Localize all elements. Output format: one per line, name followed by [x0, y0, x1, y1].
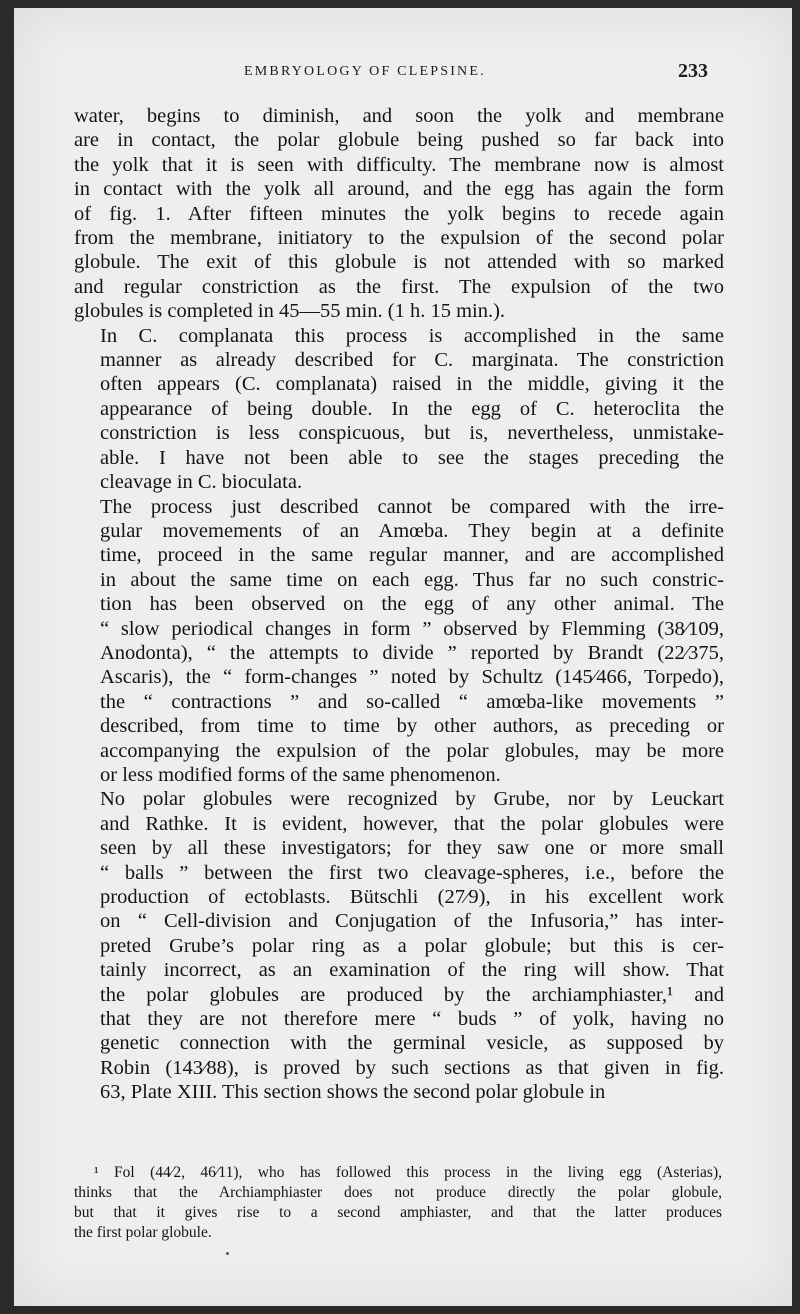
text-line: able. I have not been able to see the stages preceding the — [100, 446, 724, 469]
footnote-line: thinks that the Archiamphiaster does not produce directly the polar globule, — [74, 1184, 722, 1201]
text-line: The process just described cannot be compared with the irre- — [100, 495, 724, 518]
text-line: that they are not therefore mere “ buds ” of yolk, having no — [100, 1008, 724, 1031]
text-line: appearance of being double. In the egg of C. heteroclita the — [100, 397, 724, 420]
paragraph-3 — [74, 495, 724, 788]
text-line: or less modified forms of the same phenomenon. — [100, 763, 501, 786]
text-line: the polar globules are produced by the archiamphiaster,¹ and — [100, 983, 724, 1006]
text-line: No polar globules were recognized by Grube, nor by Leuckart — [100, 788, 724, 811]
text-line: “ slow periodical changes in form ” observed by Flemming (38⁄109, — [100, 617, 724, 640]
running-header — [14, 60, 792, 90]
text-line: often appears (C. complanata) raised in the middle, giving it the — [100, 373, 724, 396]
text-line: in contact with the yolk all around, and the egg has again the form — [74, 178, 724, 201]
text-line: water, begins to diminish, and soon the yolk and membrane — [74, 105, 724, 127]
text-line: gular movemements of an Amœba. They begin at a definite — [100, 519, 724, 542]
text-line: cleavage in C. bioculata. — [100, 471, 303, 494]
text-line: Anodonta), “ the attempts to divide ” reported by Brandt (22⁄375, — [100, 641, 724, 664]
text-line: “ balls ” between the first two cleavage-spheres, i.e., before the — [100, 861, 724, 884]
text-line: on “ Cell-division and Conjugation of the Infusoria,” has inter- — [100, 910, 724, 933]
text-line: production of ectoblasts. Bütschli (27⁄9), in his excellent work — [100, 886, 724, 908]
text-line: time, proceed in the same regular manner, and are accomplished — [100, 544, 724, 567]
text-line: tion has been observed on the egg of any other animal. The — [100, 593, 724, 616]
text-line: and regular constriction as the first. The expulsion of the two — [74, 275, 724, 298]
text-line: Ascaris), the “ form-changes ” noted by Schultz (145⁄466, Torpedo), — [100, 666, 724, 689]
text-line: and Rathke. It is evident, however, that the polar globules were — [100, 812, 724, 835]
text-line: described, from time to time by other authors, as preceding or — [100, 715, 724, 738]
running-title: EMBRYOLOGY OF CLEPSINE. — [244, 64, 486, 79]
text-line: of fig. 1. After fifteen minutes the yolk begins to recede again — [74, 202, 724, 225]
text-line: Robin (143⁄88), is proved by such sections as that given in fig. — [100, 1056, 724, 1079]
paragraph-4 — [74, 787, 724, 1104]
printer-mark — [226, 1252, 229, 1255]
text-line: tainly incorrect, as an examination of the ring will show. That — [100, 959, 724, 982]
text-line: globules is completed in 45—55 min. (1 h. 15 min.). — [74, 300, 506, 323]
text-line: the yolk that it is seen with difficulty. The membrane now is almost — [74, 153, 724, 176]
text-line: seen by all these investigators; for they saw one or more small — [100, 837, 724, 860]
text-line: preted Grube’s polar ring as a polar globule; but this is cer- — [100, 934, 724, 957]
footnote-line: but that it gives rise to a second amphiaster, and that the latter produces — [74, 1204, 722, 1221]
footnote — [74, 1163, 722, 1243]
paragraph-2 — [74, 324, 724, 495]
footnote-line: ¹ Fol (44⁄2, 46⁄11), who has followed this process in the living egg (Asterias), — [94, 1164, 722, 1181]
body-text — [74, 104, 724, 1105]
text-line: accompanying the expulsion of the polar globules, may be more — [100, 739, 724, 762]
text-line: globule. The exit of this globule is not attended with so marked — [74, 251, 724, 274]
text-line: In C. complanata this process is accomplished in the same — [100, 324, 724, 347]
text-line: 63, Plate XIII. This section shows the second polar globule in — [100, 1081, 606, 1104]
footnote-line: the first polar globule. — [74, 1224, 212, 1241]
paragraph-1 — [74, 104, 724, 324]
text-line: genetic connection with the germinal vesicle, as supposed by — [100, 1032, 724, 1055]
text-line: manner as already described for C. marginata. The constriction — [100, 349, 724, 372]
text-line: are in contact, the polar globule being pushed so far back into — [74, 129, 724, 152]
text-line: the “ contractions ” and so-called “ amœba-like movements ” — [100, 690, 724, 713]
text-line: constriction is less conspicuous, but is, nevertheless, unmistake- — [100, 422, 724, 445]
text-line: in about the same time on each egg. Thus far no such constric- — [100, 568, 724, 591]
page-number: 233 — [678, 60, 708, 82]
text-line: from the membrane, initiatory to the expulsion of the second polar — [74, 227, 724, 250]
book-page — [14, 8, 792, 1306]
